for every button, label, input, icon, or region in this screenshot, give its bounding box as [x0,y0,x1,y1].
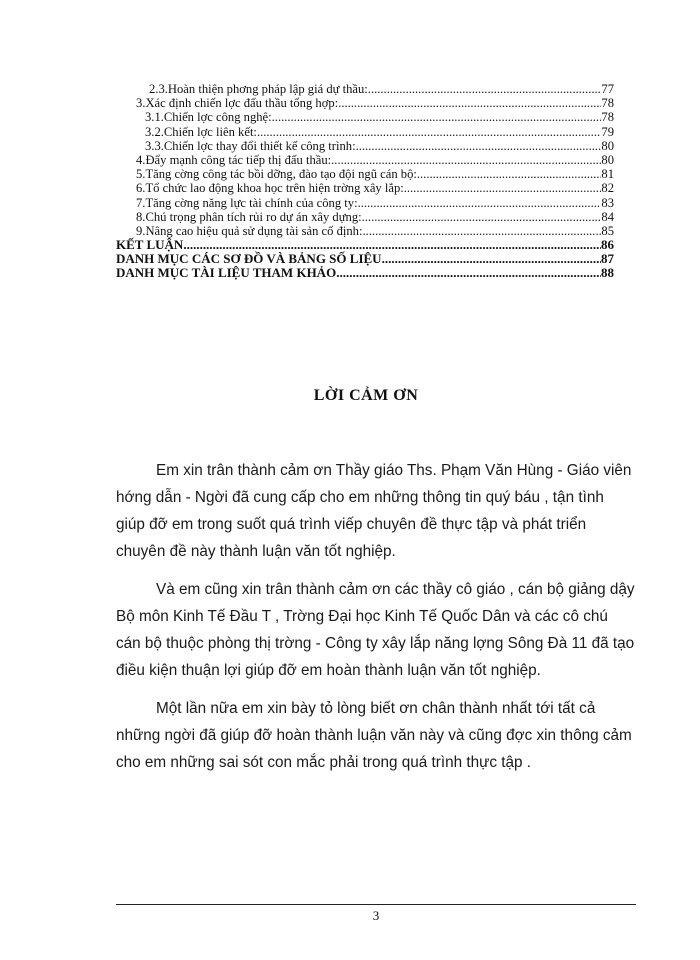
toc-entry [116,210,614,224]
acknowledgement-body [116,457,636,787]
toc-entry-page: 80 [601,152,614,167]
toc-leader-dots [417,167,602,181]
toc-entry-title: 7.Tăng cờng năng lực tài chính của công ty: [136,195,358,210]
toc-entry-page: 82 [601,181,614,196]
toc-leader-dots [257,125,601,139]
toc-entry-title: 3.3.Chiến lợc thay đổi thiết kế công trình: [145,138,356,153]
paragraph-2: Và em cũng xin trân thành cảm ơn các thầy cô giáo , cán bộ giảng dậy Bộ môn Kinh Tế Đầu T , Trờng Đại học Kinh Tế Quốc Dân và các cô chú cán bộ thuộc phòng thị trờng - Công ty xây lắp năng lợng Sông Đà 11 đã tạo điều kiện thuận lợi giúp đỡ em hoàn thành luận văn tốt nghiệp. [116,581,635,679]
toc-entry-page: 84 [601,209,614,224]
toc-entry [116,181,614,195]
toc-entry [116,252,614,266]
footer-divider [116,904,636,905]
toc-entry-title: 3.2.Chiến lợc liên kết: [145,124,257,139]
paragraph-3: Một lần nữa em xin bày tỏ lòng biết ơn chân thành nhất tới tất cả những ngời đã giúp đỡ hoàn thành luận văn này và cũng đợc xin thông cảm cho em những sai sót con mắc phải trong quá trình thực tập . [116,700,632,771]
toc-entry-page: 85 [601,223,614,238]
toc-entry-title: DANH MỤC TÀI LIỆU THAM KHẢO [116,265,337,281]
toc-entry [116,82,614,96]
toc-entry-title: KẾT LUẬN [116,237,184,253]
toc-entry [116,224,614,238]
toc-entry [116,196,614,210]
toc-leader-dots [404,181,602,195]
toc-entry [116,110,614,124]
toc-entry-page: 86 [601,237,614,253]
toc-entry-page: 78 [601,96,614,111]
toc-entry-title: 3.1.Chiến lợc công nghệ: [145,110,272,125]
toc-entry-page: 77 [601,82,614,96]
toc-entry-title: 5.Tăng cờng công tác bồi dỡng, đào tạo đội ngũ cán bộ: [136,167,417,182]
toc-leader-dots [336,266,601,280]
toc-entry-page: 88 [601,265,614,281]
toc-leader-dots [358,196,602,210]
table-of-contents [116,82,614,281]
toc-entry [116,139,614,153]
toc-entry-page: 83 [601,195,614,210]
toc-leader-dots [382,252,601,266]
toc-entry-page: 78 [601,110,614,125]
toc-entry [116,96,614,110]
toc-leader-dots [272,110,602,124]
toc-entry [116,266,614,280]
toc-entry-title: 6.Tổ chức lao động khoa học trên hiện trờng xây lắp: [136,181,404,196]
toc-entry [116,153,614,167]
toc-leader-dots [368,82,602,96]
toc-entry-page: 80 [601,138,614,153]
page-number: 3 [372,908,380,923]
toc-entry-page: 87 [601,251,614,267]
toc-leader-dots [331,153,601,167]
toc-entry-title: DANH MỤC CÁC SƠ ĐỒ VÀ BẢNG SỐ LIỆU [116,251,382,267]
toc-entry-title: 8.Chú trọng phân tích rủi ro dự án xây dựng: [136,209,362,224]
toc-entry-page: 79 [601,124,614,139]
section-heading: LỜI CẢM ƠN [313,387,419,404]
paragraph-1: Em xin trân thành cảm ơn Thầy giáo Ths. Phạm Văn Hùng - Giáo viên hớng dẫn - Ngời đã cung cấp cho em những thông tin quý báu , tận tình giúp đỡ em trong suốt quá trình viếp chuyên đề thực tập và phát triển chuyên đề này thành luận văn tốt nghiệp. [116,462,632,560]
toc-entry-title: 9.Nâng cao hiệu quả sử dụng tài sản cố định: [136,223,363,238]
toc-leader-dots [183,238,601,252]
toc-leader-dots [356,139,602,153]
toc-entry [116,238,614,252]
toc-leader-dots [362,224,601,238]
toc-entry-page: 81 [601,167,614,182]
toc-leader-dots [362,210,602,224]
toc-entry-title: 2.3.Hoàn thiện phơng pháp lập giá dự thầu: [149,82,368,96]
toc-leader-dots [338,96,601,110]
toc-entry [116,167,614,181]
toc-entry [116,125,614,139]
toc-entry-title: 3.Xác định chiến lợc đấu thầu tổng hợp: [136,96,339,111]
toc-entry-title: 4.Đẩy mạnh công tác tiếp thị đấu thầu: [136,152,332,167]
